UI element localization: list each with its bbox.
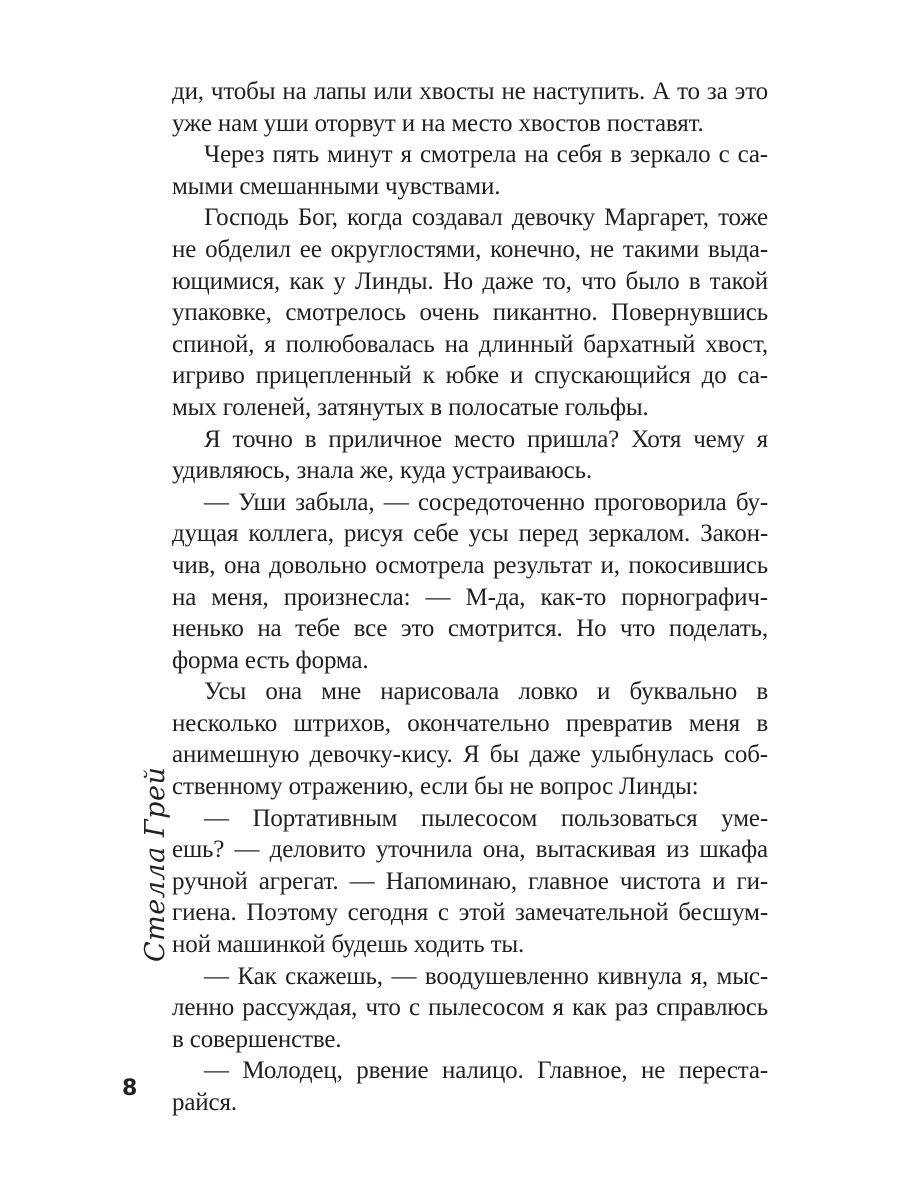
text-line: — Молодец, рвение налицо. Главное, не переста- — [204, 1057, 768, 1085]
text-line: мыми смешанными чувствами. — [172, 172, 501, 200]
text-line: гиена. Поэтому сегодня с этой замечательной бесшум- — [172, 899, 768, 927]
text-line: Господь Бог, когда создавал девочку Маргарет, тоже — [204, 204, 768, 232]
text-line: уже нам уши оторвут и на место хвостов поставят. — [172, 109, 704, 137]
text-line: в совершенстве. — [172, 1025, 342, 1053]
text-line: удивляюсь, знала же, куда устраиваюсь. — [172, 457, 592, 485]
text-line: ющимися, как у Линды. Но даже то, что было в такой — [172, 267, 768, 295]
text-line: не обделил ее округлостями, конечно, не такими выда- — [172, 235, 768, 263]
text-line: ручной агрегат. — Напоминаю, главное чистота и ги- — [172, 867, 768, 895]
author-name: Стелла Грей — [140, 766, 171, 962]
text-line: Усы она мне нарисовала ловко и буквально в — [204, 678, 768, 706]
text-line: упаковке, смотрелось очень пикантно. Повернувшись — [172, 299, 768, 327]
text-line: мых голеней, затянутых в полосатые гольфы. — [172, 393, 649, 421]
page-body-text — [172, 76, 768, 1119]
text-line: анимешную девочку-кису. Я бы даже улыбнулась соб- — [172, 741, 768, 769]
page-number: 8 — [122, 1076, 138, 1101]
text-line: ди, чтобы на лапы или хвосты не наступить. А то за это — [172, 78, 768, 105]
text-line: несколько штрихов, окончательно превратив меня в — [172, 709, 768, 737]
text-line: игриво прицепленный к юбке и спускающийся до са- — [172, 362, 768, 390]
text-line: — Как скажешь, — воодушевленно кивнула я, мыс- — [204, 962, 768, 990]
text-line: ешь? — деловито уточнила она, вытаскивая из шкафа — [172, 836, 768, 864]
text-line: ненько на тебе все это смотрится. Но что поделать, — [172, 615, 768, 643]
text-line: на меня, произнесла: — М-да, как-то порнографич- — [172, 583, 768, 611]
text-line: форма есть форма. — [172, 646, 369, 674]
text-line: Через пять минут я смотрела на себя в зеркало с са- — [204, 141, 768, 169]
text-line: дущая коллега, рисуя себе усы перед зеркалом. Закон- — [172, 520, 768, 548]
text-line: чив, она довольно осмотрела результат и, покосившись — [172, 551, 768, 579]
text-line: ленно рассуждая, что с пылесосом я как раз справлюсь — [172, 994, 768, 1022]
text-line: — Уши забыла, — сосредоточенно проговорила бу- — [204, 488, 768, 516]
text-line: ственному отражению, если бы не вопрос Линды: — [172, 773, 699, 801]
text-line: ной машинкой будешь ходить ты. — [172, 931, 525, 959]
text-line: спиной, я полюбовалась на длинный бархатный хвост, — [172, 330, 768, 358]
text-line: Я точно в приличное место пришла? Хотя чему я — [204, 425, 768, 453]
text-line: — Портативным пылесосом пользоваться уме- — [204, 804, 768, 832]
text-line: райся. — [172, 1089, 237, 1116]
